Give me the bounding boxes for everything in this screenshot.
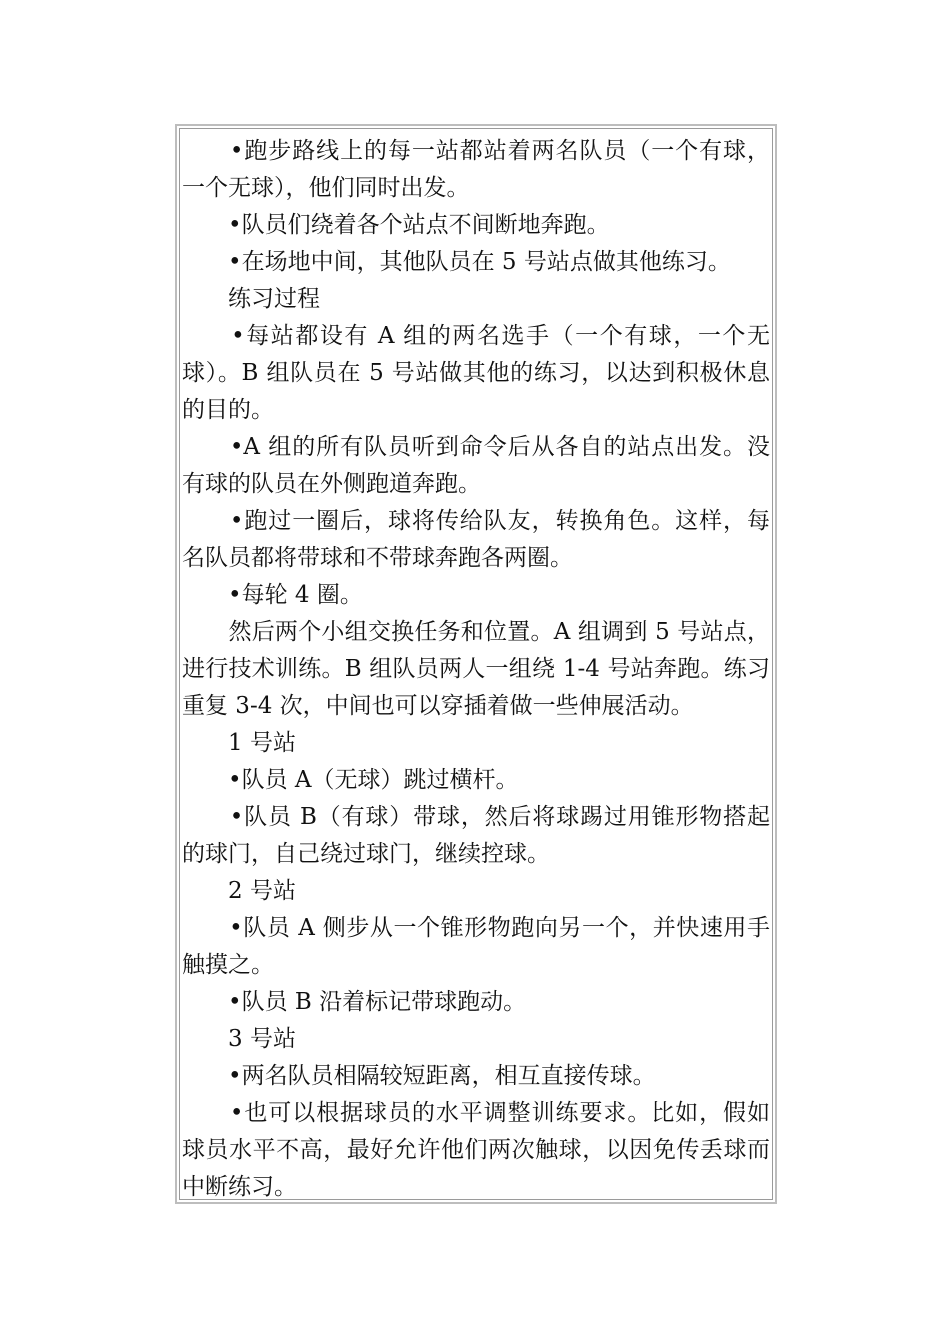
section-heading: 2 号站 <box>182 878 296 904</box>
paragraph: •队员 B 沿着标记带球跑动。 <box>182 989 527 1015</box>
paragraph: •跑步路线上的每一站都站着两名队员（一个有球，一个无球），他们同时出发。 <box>182 138 770 201</box>
paragraph: •队员 B（有球）带球，然后将球踢过用锥形物搭起的球门，自己绕过球门，继续控球。 <box>182 804 770 867</box>
section-heading: 1 号站 <box>182 730 296 756</box>
document-frame <box>175 124 777 1204</box>
paragraph: 然后两个小组交换任务和位置。A 组调到 5 号站点，进行技术训练。B 组队员两人一组绕 1-4 号站奔跑。练习重复 3-4 次，中间也可以穿插着做一些伸展活动。 <box>182 619 770 719</box>
paragraph: •两名队员相隔较短距离，相互直接传球。 <box>182 1063 656 1089</box>
section-heading: 练习过程 <box>182 286 320 312</box>
paragraph: •队员 A（无球）跳过横杆。 <box>182 767 519 793</box>
paragraph: •队员 A 侧步从一个锥形物跑向另一个，并快速用手触摸之。 <box>182 915 770 978</box>
section-heading: 3 号站 <box>182 1026 296 1052</box>
document-body <box>179 128 773 1200</box>
paragraph: •A 组的所有队员听到命令后从各自的站点出发。没有球的队员在外侧跑道奔跑。 <box>182 434 770 497</box>
paragraph: •在场地中间，其他队员在 5 号站点做其他练习。 <box>182 249 731 275</box>
paragraph: •队员们绕着各个站点不间断地奔跑。 <box>182 212 610 238</box>
paragraph: •每站都设有 A 组的两名选手（一个有球，一个无球）。B 组队员在 5 号站做其他的练习，以达到积极休息的目的。 <box>182 323 770 423</box>
paragraph: •每轮 4 圈。 <box>182 582 363 608</box>
paragraph: •跑过一圈后，球将传给队友，转换角色。这样，每名队员都将带球和不带球奔跑各两圈。 <box>182 508 770 571</box>
paragraph: •也可以根据球员的水平调整训练要求。比如，假如球员水平不高，最好允许他们两次触球，以因免传丢球而中断练习。 <box>182 1100 770 1200</box>
